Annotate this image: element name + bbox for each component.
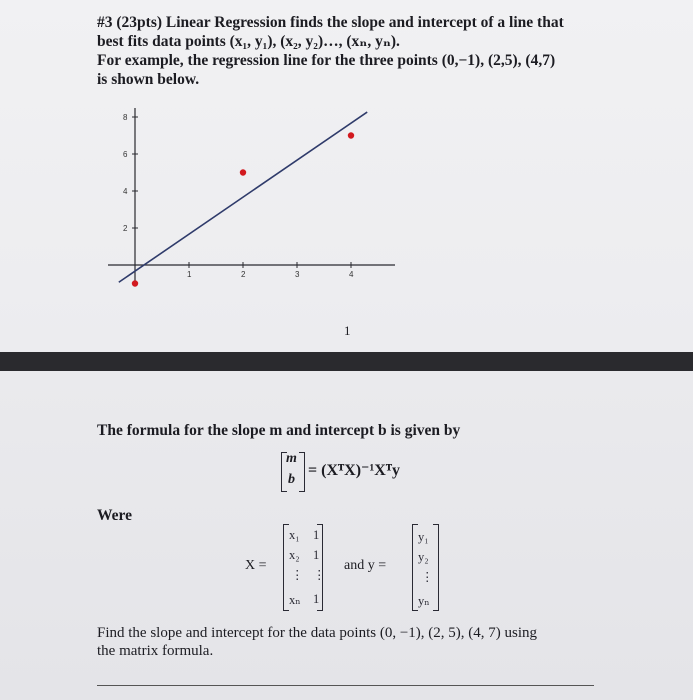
task-line-1: Find the slope and intercept for the data points (0, −1), (2, 5), (4, 7) using <box>97 625 538 641</box>
data-point <box>132 280 138 286</box>
regression-line <box>119 112 367 282</box>
question-line-4: is shown below. <box>97 71 200 88</box>
vector-right-bracket <box>299 452 305 492</box>
y-vector-cell: ⋮ <box>421 570 434 584</box>
x-matrix-label: X = <box>245 558 267 573</box>
answer-line <box>97 685 594 686</box>
y-vector-right-bracket <box>433 524 439 611</box>
vector-m: m <box>286 451 297 466</box>
x-matrix-cell: ⋮ <box>291 568 304 582</box>
x-tick-label: 3 <box>295 270 300 279</box>
question-line-2: best fits data points (x₁, y₁), (x₂, y₂)…, (xₙ, yₙ). <box>97 33 400 50</box>
x-matrix-cell: ⋮ <box>313 568 326 582</box>
y-tick-label: 4 <box>123 187 128 196</box>
page-divider <box>0 352 693 371</box>
x-matrix-cell: x₁ <box>289 528 300 542</box>
y-tick-label: 2 <box>123 224 128 233</box>
x-matrix-cell: x₂ <box>289 548 300 562</box>
task-line-2: the matrix formula. <box>97 643 214 659</box>
y-vector-label: and y = <box>344 558 387 573</box>
x-matrix-cell: 1 <box>313 592 320 606</box>
were-label: Were <box>97 507 133 524</box>
y-tick-label: 6 <box>123 150 128 159</box>
formula-rhs: = (XᵀX)⁻¹Xᵀy <box>308 462 401 479</box>
formula-intro: The formula for the slope m and intercept b is given by <box>97 422 461 439</box>
y-tick-label: 8 <box>123 113 128 122</box>
vector-b: b <box>288 472 295 487</box>
y-vector-cell: yₙ <box>418 594 430 608</box>
question-line-3: For example, the regression line for the three points (0,−1), (2,5), (4,7) <box>97 52 556 69</box>
x-matrix-cell: xₙ <box>289 593 301 607</box>
data-point <box>240 169 246 175</box>
question-line-1: #3 (23pts) Linear Regression finds the slope and intercept of a line that <box>97 14 564 31</box>
data-point <box>348 132 354 138</box>
regression-chart <box>95 108 405 293</box>
page-number: 1 <box>344 323 351 338</box>
x-tick-label: 1 <box>187 270 192 279</box>
x-matrix-cell: 1 <box>313 548 320 562</box>
y-vector-cell: y₂ <box>418 550 429 564</box>
x-tick-label: 4 <box>349 270 354 279</box>
x-tick-label: 2 <box>241 270 246 279</box>
x-matrix-cell: 1 <box>313 528 320 542</box>
y-vector-cell: y₁ <box>418 530 429 544</box>
